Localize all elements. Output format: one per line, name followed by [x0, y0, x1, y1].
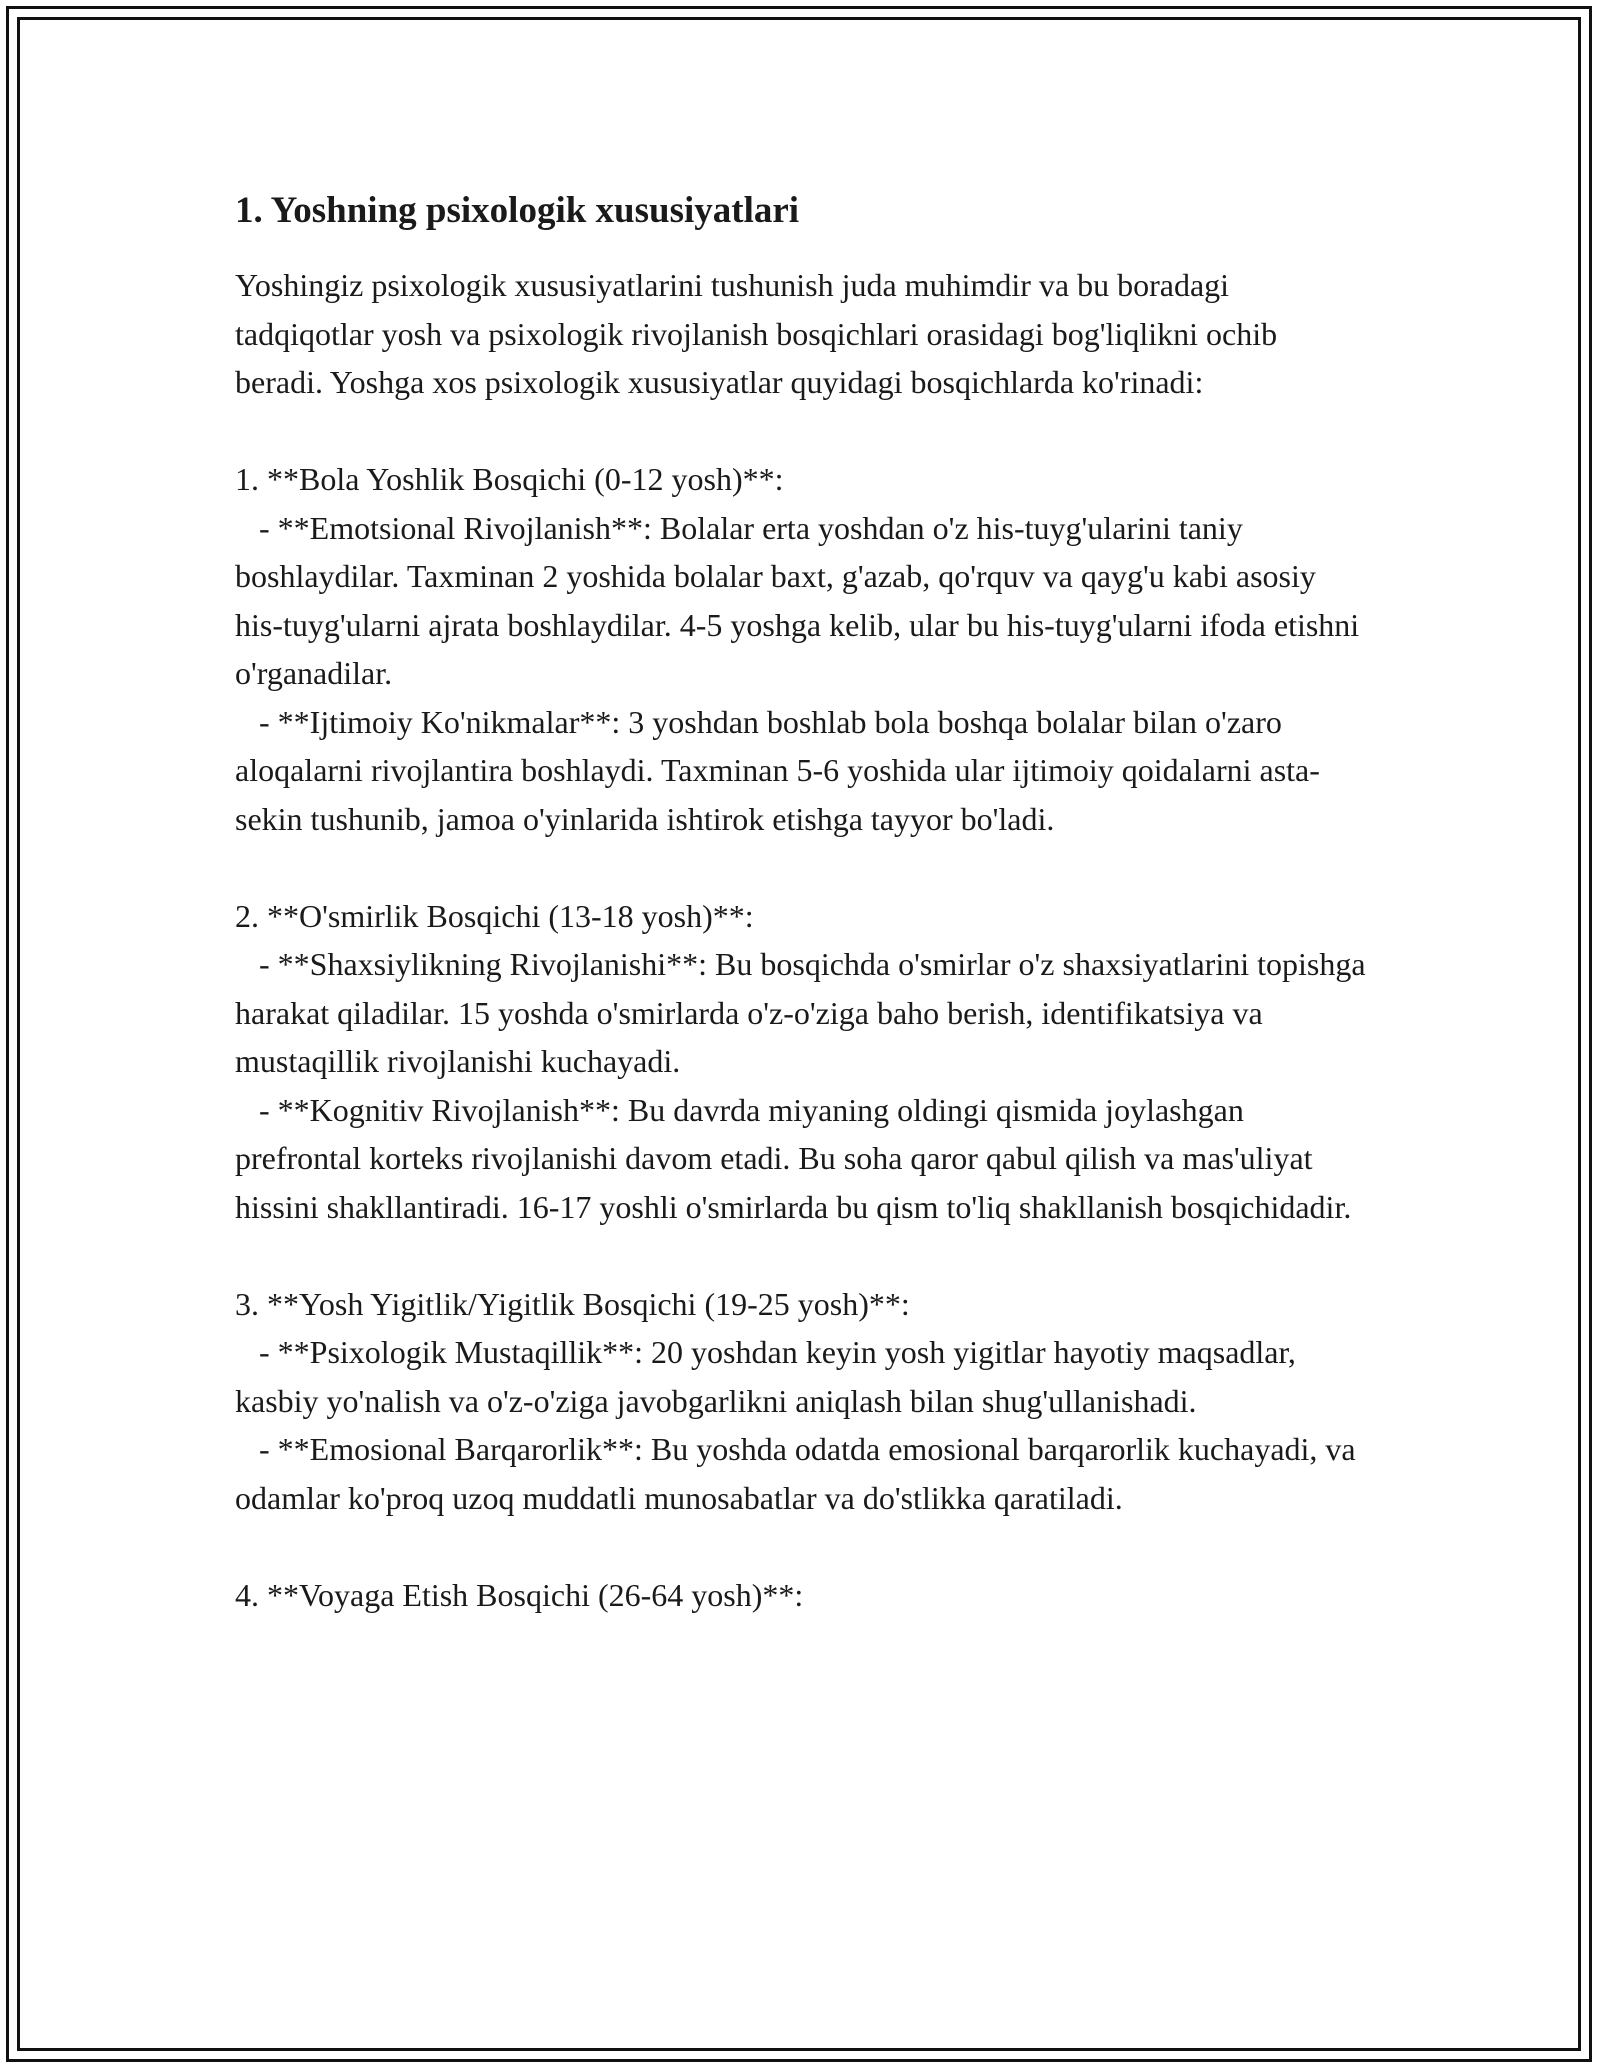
paragraph-gap	[235, 1231, 1370, 1280]
section-item: - **Emotsional Rivojlanish**: Bolalar erta yoshdan o'z his-tuyg'ularini taniy boshlaydilar. Taxminan 2 yoshida bolalar baxt, g'azab, qo'rquv va qayg'u kabi asosiy his-tuyg'ularni ajrata boshlaydilar. 4-5 yoshga kelib, ular bu his-tuyg'ularni ifoda etishni o'rganadilar.	[235, 509, 1368, 691]
document-body	[235, 185, 1374, 1619]
section-item: - **Kognitiv Rivojlanish**: Bu davrda miyaning oldingi qismida joylashgan prefrontal korteks rivojlanishi davom etadi. Bu soha qaror qabul qilish va mas'uliyat hissini shakllantiradi. 16-17 yoshli o'smirlarda bu qism to'liq shakllanish bosqichidadir.	[235, 1091, 1352, 1225]
section-heading: 2. **O'smirlik Bosqichi (13-18 yosh)**:	[235, 897, 754, 934]
section-item: - **Emosional Barqarorlik**: Bu yoshda odatda emosional barqarorlik kuchayadi, va odamlar ko'proq uzoq muddatli munosabatlar va do'stlikka qaratiladi.	[235, 1431, 1364, 1516]
document-title: 1. Yoshning psixologik xususiyatlari	[235, 190, 800, 231]
section-heading: 3. **Yosh Yigitlik/Yigitlik Bosqichi (19-25 yosh)**:	[235, 1285, 910, 1322]
section-item: - **Shaxsiylikning Rivojlanishi**: Bu bosqichda o'smirlar o'z shaxsiyatlarini topishga harakat qiladilar. 15 yoshda o'smirlarda o'z-o'ziga baho berish, identifikatsiya va mustaqillik rivojlanishi kuchayadi.	[235, 946, 1374, 1079]
section-adulthood-stage	[235, 1571, 1370, 1620]
section-item: - **Psixologik Mustaqillik**: 20 yoshdan keyin yosh yigitlar hayotiy maqsadlar, kasbiy yo'nalish va o'z-o'ziga javobgarlikni aniqlash bilan shug'ullanishadi.	[235, 1334, 1304, 1419]
paragraph-gap	[235, 407, 1370, 456]
section-adolescence-stage	[235, 892, 1374, 1232]
paragraph-gap	[235, 1522, 1370, 1571]
section-youth-stage	[235, 1280, 1370, 1523]
section-heading: 4. **Voyaga Etish Bosqichi (26-64 yosh)**:	[235, 1576, 804, 1613]
section-item: - **Ijtimoiy Ko'nikmalar**: 3 yoshdan boshlab bola boshqa bolalar bilan o'zaro aloqalarni rivojlantira boshlaydi. Taxminan 5-6 yoshida ular ijtimoiy qoidalarni asta-sekin tushunib, jamoa o'yinlarida ishtirok etishga tayyor bo'ladi.	[235, 703, 1320, 837]
intro-paragraph: Yoshingiz psixologik xususiyatlarini tushunish juda muhimdir va bu boradagi tadqiqotlar yosh va psixologik rivojlanish bosqichlari orasidagi bog'liqlikni ochib beradi. Yoshga xos psixologik xususiyatlar quyidagi bosqichlarda ko'rinadi:	[235, 267, 1286, 400]
paragraph-gap	[235, 843, 1370, 892]
section-child-stage	[235, 455, 1370, 843]
section-heading: 1. **Bola Yoshlik Bosqichi (0-12 yosh)**:	[235, 461, 784, 497]
